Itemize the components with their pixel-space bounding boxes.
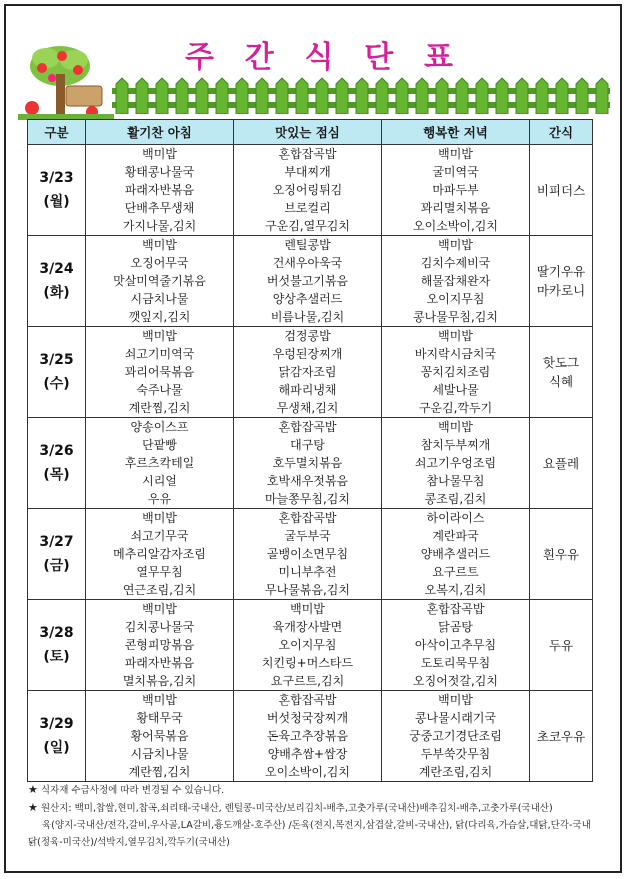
day-date: 3/24: [39, 261, 74, 277]
dinner-cell: [382, 600, 530, 691]
menu-item: 건새우아욱국: [272, 256, 343, 270]
menu-item: 파래자반볶음: [124, 183, 195, 197]
title-char: 식: [304, 40, 336, 75]
header-row: [28, 120, 593, 145]
menu-item: 시리얼: [142, 474, 177, 488]
menu-item: 양상추샐러드: [272, 292, 343, 306]
snack-item: 흰우유: [542, 546, 580, 562]
menu-item: 우렁된장찌개: [272, 347, 343, 361]
menu-item: 오징어젓갈,김치: [413, 674, 498, 688]
menu-item: 백미밥: [438, 147, 473, 161]
snack-item: 요플레: [542, 455, 580, 471]
dinner-cell: [382, 236, 530, 327]
menu-item: 양배추샐러드: [420, 547, 491, 561]
breakfast-cell: [86, 600, 234, 691]
fence-decoration: [112, 76, 610, 114]
menu-item: 버섯불고기볶음: [266, 274, 349, 288]
menu-item: 구운김,열무김치: [265, 219, 350, 233]
day-label: [28, 691, 86, 782]
menu-item: 오이지무침: [278, 638, 337, 652]
menu-item: 양배추쌈+쌈장: [267, 747, 348, 761]
menu-body: [28, 145, 593, 782]
menu-item: 닭감자조림: [278, 365, 337, 379]
menu-item: 오이소박이,김치: [265, 765, 350, 779]
menu-item: 오징어링튀김: [272, 183, 343, 197]
menu-item: 콩나물무침,김치: [413, 310, 498, 324]
menu-item: 단배추무생채: [124, 201, 195, 215]
day-date: 3/26: [39, 443, 74, 459]
snack-item: 딸기우유: [536, 264, 586, 279]
menu-item: 김치콩나물국: [124, 620, 195, 634]
menu-item: 호두멸치볶음: [272, 456, 343, 470]
menu-item: 요구르트,김치: [270, 674, 345, 688]
menu-item: 단팥빵: [142, 438, 177, 452]
header-snack: 간식: [530, 120, 593, 145]
menu-item: 무생채,김치: [276, 401, 339, 415]
menu-item: 깻잎지,김치: [128, 310, 191, 324]
menu-item: 백미밥: [290, 602, 325, 616]
day-date: 3/27: [39, 534, 74, 550]
menu-item: 시금치나물: [130, 292, 189, 306]
snack-cell: [530, 327, 593, 418]
menu-item: 양송이스프: [130, 420, 189, 434]
menu-item: 백미밥: [142, 238, 177, 252]
menu-item: 연근조림,김치: [122, 583, 197, 597]
menu-item: 오이지무침: [426, 292, 485, 306]
menu-item: 아삭이고추무침: [414, 638, 497, 652]
note-text: 육(양지-국내산/전각,갈비,우사골,LA갈비,흉도깨살-호주산) /돈육(전지,목전지,삼겹살,갈비-국내산), 닭(다리육,가슴살,대닭,단각-국내: [42, 820, 591, 831]
menu-item: 미니부추전: [278, 565, 337, 579]
menu-item: 구운김,깍두기: [418, 401, 493, 415]
day-label: [28, 600, 86, 691]
menu-item: 콘형피망볶음: [124, 638, 195, 652]
menu-item: 콩조림,김치: [424, 492, 487, 506]
title-char: 간: [244, 40, 276, 75]
menu-item: 마늘쫑무침,김치: [265, 492, 350, 506]
day-weekday: (일): [43, 740, 70, 756]
title-char: 주: [185, 40, 216, 75]
menu-item: 계란찜,김치: [128, 765, 191, 779]
header-breakfast: 활기찬 아침: [86, 120, 234, 145]
menu-item: 쇠고기무국: [130, 529, 189, 543]
menu-item: 육개장사발면: [272, 620, 343, 634]
menu-item: 궁중고기경단조림: [409, 729, 502, 743]
star-icon: ★: [28, 801, 38, 814]
lunch-cell: [234, 509, 382, 600]
day-row: [28, 327, 593, 418]
menu-item: 닭곰탕: [438, 620, 473, 634]
day-date: 3/29: [39, 716, 74, 732]
breakfast-cell: [86, 691, 234, 782]
menu-item: 숙주나물: [136, 383, 183, 397]
menu-item: 바지락시금치국: [414, 347, 497, 361]
menu-item: 버섯청국장찌개: [266, 711, 349, 725]
menu-item: 돈육고추장볶음: [266, 729, 349, 743]
menu-item: 골뱅이소면무침: [266, 547, 349, 561]
menu-item: 오징어무국: [130, 256, 189, 270]
day-row: [28, 600, 593, 691]
menu-item: 우유: [147, 492, 172, 506]
dinner-cell: [382, 327, 530, 418]
menu-item: 대구탕: [290, 438, 325, 452]
menu-item: 굴미역국: [432, 165, 479, 179]
dinner-cell: [382, 509, 530, 600]
menu-item: 도토리묵무침: [420, 656, 491, 670]
day-weekday: (금): [43, 558, 70, 574]
snack-item: 마카로니: [536, 283, 586, 298]
note-line: [28, 834, 594, 851]
snack-cell: [530, 145, 593, 236]
day-row: [28, 418, 593, 509]
menu-item: 계란찜,김치: [128, 401, 191, 415]
menu-item: 부대찌개: [284, 165, 331, 179]
lunch-cell: [234, 418, 382, 509]
menu-item: 두부쑥갓무침: [420, 747, 491, 761]
header-dinner: 행복한 저녁: [382, 120, 530, 145]
title-char: 단: [364, 40, 396, 75]
menu-item: 가지나물,김치: [122, 219, 197, 233]
lunch-cell: [234, 327, 382, 418]
tree-illustration: [12, 38, 116, 122]
menu-item: 백미밥: [142, 329, 177, 343]
lunch-cell: [234, 145, 382, 236]
menu-item: 계란파국: [432, 529, 479, 543]
snack-cell: [530, 418, 593, 509]
day-weekday: (월): [43, 194, 70, 210]
menu-item: 시금치나물: [130, 747, 189, 761]
menu-item: 콩나물시래기국: [414, 711, 497, 725]
snack-item: 식혜: [548, 374, 574, 389]
menu-item: 브로컬리: [284, 201, 331, 215]
menu-item: 오복지,김치: [424, 583, 487, 597]
snack-cell: [530, 691, 593, 782]
menu-item: 혼합잡곡밥: [278, 693, 337, 707]
snack-cell: [530, 600, 593, 691]
menu-item: 백미밥: [142, 693, 177, 707]
menu-item: 계란조림,김치: [418, 765, 493, 779]
dinner-cell: [382, 145, 530, 236]
menu-item: 해파리냉채: [278, 383, 337, 397]
menu-item: 백미밥: [142, 147, 177, 161]
menu-item: 열무무침: [136, 565, 183, 579]
day-weekday: (목): [43, 467, 70, 483]
snack-item: 비피더스: [536, 182, 586, 198]
menu-item: 혼합잡곡밥: [278, 511, 337, 525]
menu-item: 멸치볶음,김치: [122, 674, 197, 688]
day-weekday: (토): [43, 649, 70, 665]
menu-item: 황태콩나물국: [124, 165, 195, 179]
menu-item: 마파두부: [432, 183, 479, 197]
page-title: [185, 34, 455, 74]
snack-item: 초코우유: [536, 728, 586, 744]
menu-item: 후르츠칵테일: [124, 456, 195, 470]
snack-cell: [530, 509, 593, 600]
breakfast-cell: [86, 509, 234, 600]
day-label: [28, 327, 86, 418]
breakfast-cell: [86, 418, 234, 509]
note-text: 원산지: 백미,찹쌀,현미,찹곡,쇠리태-국내산, 렌틸콩-미국산/보리김치-배추,고춧가루(국내산)배추김치-배추,고춧가루(국내산): [40, 803, 553, 814]
menu-item: 백미밥: [142, 602, 177, 616]
menu-item: 요구르트: [432, 565, 479, 579]
menu-item: 오이소박이,김치: [413, 219, 498, 233]
star-icon: ★: [28, 783, 38, 796]
header-lunch: 맛있는 점심: [234, 120, 382, 145]
note-text: 식자재 수급사정에 따라 변경될 수 있습니다.: [40, 785, 225, 796]
menu-item: 굴두부국: [284, 529, 331, 543]
menu-item: 백미밥: [142, 511, 177, 525]
menu-item: 맛살미역줄기볶음: [113, 274, 206, 288]
menu-item: 혼합잡곡밥: [278, 147, 337, 161]
day-label: [28, 145, 86, 236]
lunch-cell: [234, 236, 382, 327]
menu-item: 쇠고기우엉조림: [414, 456, 497, 470]
menu-item: 백미밥: [438, 420, 473, 434]
day-weekday: (화): [43, 285, 70, 301]
menu-item: 검정콩밥: [284, 329, 331, 343]
note-text: 닭(정육-미국산)/석박지,열무김치,깍두기(국내산): [28, 837, 230, 848]
menu-item: 치킨링+머스타드: [261, 656, 354, 670]
menu-item: 참나물무침: [426, 474, 485, 488]
note-line: [28, 817, 594, 834]
menu-item: 렌틸콩밥: [284, 238, 331, 252]
menu-item: 세발나물: [432, 383, 479, 397]
day-date: 3/23: [39, 170, 74, 186]
day-label: [28, 509, 86, 600]
notes: [28, 781, 594, 851]
menu-item: 호박새우젓볶음: [266, 474, 349, 488]
day-row: [28, 145, 593, 236]
day-row: [28, 509, 593, 600]
menu-item: 하이라이스: [426, 511, 485, 525]
header-category: 구분: [28, 120, 86, 145]
menu-item: 파래자반볶음: [124, 656, 195, 670]
title-char: 표: [424, 40, 455, 75]
snack-item: 두유: [548, 637, 574, 653]
menu-item: 참치두부찌개: [420, 438, 491, 452]
day-date: 3/25: [39, 352, 74, 368]
menu-item: 백미밥: [438, 329, 473, 343]
lunch-cell: [234, 600, 382, 691]
menu-item: 백미밥: [438, 238, 473, 252]
day-weekday: (수): [43, 376, 70, 392]
menu-item: 메추리알감자조림: [113, 547, 206, 561]
menu-item: 꽁치김치조림: [420, 365, 491, 379]
day-label: [28, 236, 86, 327]
dinner-cell: [382, 691, 530, 782]
menu-item: 쇠고기미역국: [124, 347, 195, 361]
menu-table: [27, 119, 593, 782]
menu-item: 꽈리멸치볶음: [420, 201, 491, 215]
lunch-cell: [234, 691, 382, 782]
snack-cell: [530, 236, 593, 327]
menu-item: 꽈리어묵볶음: [124, 365, 195, 379]
menu-item: 김치수제비국: [420, 256, 491, 270]
breakfast-cell: [86, 327, 234, 418]
dinner-cell: [382, 418, 530, 509]
note-line: [28, 781, 594, 799]
menu-item: 백미밥: [438, 693, 473, 707]
day-row: [28, 236, 593, 327]
note-line: [28, 799, 594, 817]
breakfast-cell: [86, 236, 234, 327]
menu-item: 혼합잡곡밥: [426, 602, 485, 616]
breakfast-cell: [86, 145, 234, 236]
menu-item: 황태무국: [136, 711, 183, 725]
menu-item: 황어묵볶음: [130, 729, 189, 743]
menu-item: 해물잡채완자: [420, 274, 491, 288]
menu-item: 혼합잡곡밥: [278, 420, 337, 434]
day-label: [28, 418, 86, 509]
menu-item: 비름나물,김치: [270, 310, 345, 324]
snack-item: 핫도그: [542, 355, 580, 370]
day-date: 3/28: [39, 625, 74, 641]
menu-item: 무나물볶음,김치: [265, 583, 350, 597]
day-row: [28, 691, 593, 782]
